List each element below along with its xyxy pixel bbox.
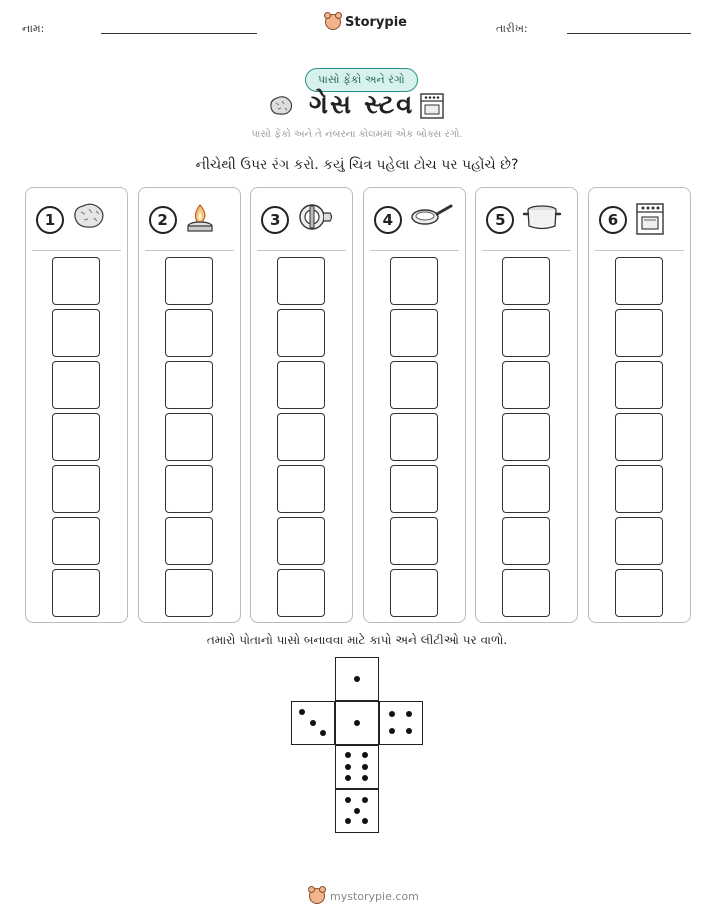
color-box[interactable] [615,465,663,513]
page-title: ગેસ સ્ટવ [309,90,415,120]
column-divider [595,250,684,251]
burner-flame-icon [185,202,215,238]
name-label: નામ: [22,22,45,35]
color-box[interactable] [615,257,663,305]
color-box[interactable] [390,413,438,461]
bear-logo-icon [309,888,325,904]
die-face [335,657,379,701]
column-number: 1 [36,206,64,234]
frying-pan-icon [410,202,454,232]
dice-column-4 [363,187,466,623]
die-pip [406,711,412,717]
color-box[interactable] [52,517,100,565]
color-box[interactable] [52,257,100,305]
die-pip [345,775,351,781]
column-divider [370,250,459,251]
name-line[interactable] [101,33,257,34]
column-divider [32,250,121,251]
brand-logo [325,14,407,30]
color-box[interactable] [390,569,438,617]
activity-pill: પાસો ફેંકો અને રંગો [305,68,418,92]
dice-instruction: તમારો પોતાનો પાસો બનાવવા માટે કાપો અને લીટીઓ પર વાળો. [206,633,508,647]
color-box[interactable] [277,309,325,357]
die-pip [354,808,360,814]
color-box[interactable] [502,257,550,305]
color-box[interactable] [502,413,550,461]
column-number: 5 [486,206,514,234]
die-face [335,789,379,833]
die-pip [345,752,351,758]
die-pip [299,709,305,715]
die-pip [406,728,412,734]
color-box[interactable] [165,309,213,357]
bear-logo-icon [325,14,341,30]
column-number: 4 [374,206,402,234]
die-pip [362,752,368,758]
subtitle: પાસો ફેંકો અને તે નંબરના કોલમમાં એક બોક્સ રંગો. [251,129,463,140]
color-box[interactable] [277,257,325,305]
color-box[interactable] [277,413,325,461]
die-pip [354,676,360,682]
die-face [291,701,335,745]
gas-stove-icon [635,202,665,240]
die-pip [345,764,351,770]
die-face [379,701,423,745]
color-box[interactable] [52,569,100,617]
color-box[interactable] [502,309,550,357]
color-box[interactable] [615,361,663,409]
die-pip [362,818,368,824]
color-box[interactable] [502,465,550,513]
die-pip [345,818,351,824]
date-line[interactable] [567,33,691,34]
column-divider [482,250,571,251]
color-box[interactable] [502,517,550,565]
color-box[interactable] [165,257,213,305]
color-box[interactable] [277,361,325,409]
die-face [335,701,379,745]
color-box[interactable] [165,413,213,461]
die-pip [362,797,368,803]
die-pip [320,730,326,736]
color-box[interactable] [165,465,213,513]
die-pip [389,728,395,734]
color-box[interactable] [390,361,438,409]
question: નીચેથી ઉપર રંગ કરો. કયું ચિત્ર પહેલા ટોચ પર પહોંચે છે? [195,157,519,173]
column-divider [257,250,346,251]
column-divider [145,250,234,251]
color-box[interactable] [502,569,550,617]
color-box[interactable] [52,309,100,357]
color-box[interactable] [52,361,100,409]
color-box[interactable] [615,309,663,357]
die-pip [345,797,351,803]
color-box[interactable] [390,309,438,357]
brand-name: Storypie [345,14,407,30]
column-number: 6 [599,206,627,234]
color-box[interactable] [390,257,438,305]
color-box[interactable] [277,517,325,565]
color-box[interactable] [615,569,663,617]
dice-column-2 [138,187,241,623]
die-pip [362,775,368,781]
color-box[interactable] [277,465,325,513]
color-box[interactable] [165,517,213,565]
dice-column-5 [475,187,578,623]
die-pip [310,720,316,726]
lighter-stone-icon [268,95,294,117]
footer-url[interactable]: mystorypie.com [330,889,419,903]
dice-column-1 [25,187,128,623]
color-box[interactable] [52,465,100,513]
footer [309,888,419,904]
date-label: તારીખ: [496,22,528,35]
die-face [335,745,379,789]
color-box[interactable] [52,413,100,461]
color-box[interactable] [390,465,438,513]
color-box[interactable] [615,413,663,461]
die-pip [389,711,395,717]
color-box[interactable] [390,517,438,565]
color-box[interactable] [502,361,550,409]
column-number: 2 [149,206,177,234]
dice-column-3 [250,187,353,623]
lighter-stone-icon [72,202,106,234]
die-pip [354,720,360,726]
die-pip [362,764,368,770]
dice-column-6 [588,187,691,623]
cooking-pot-icon [522,202,562,236]
color-box[interactable] [277,569,325,617]
stove-knob-icon [297,202,335,236]
gas-stove-title-icon [419,92,445,120]
color-box[interactable] [615,517,663,565]
color-box[interactable] [165,361,213,409]
color-box[interactable] [165,569,213,617]
column-number: 3 [261,206,289,234]
